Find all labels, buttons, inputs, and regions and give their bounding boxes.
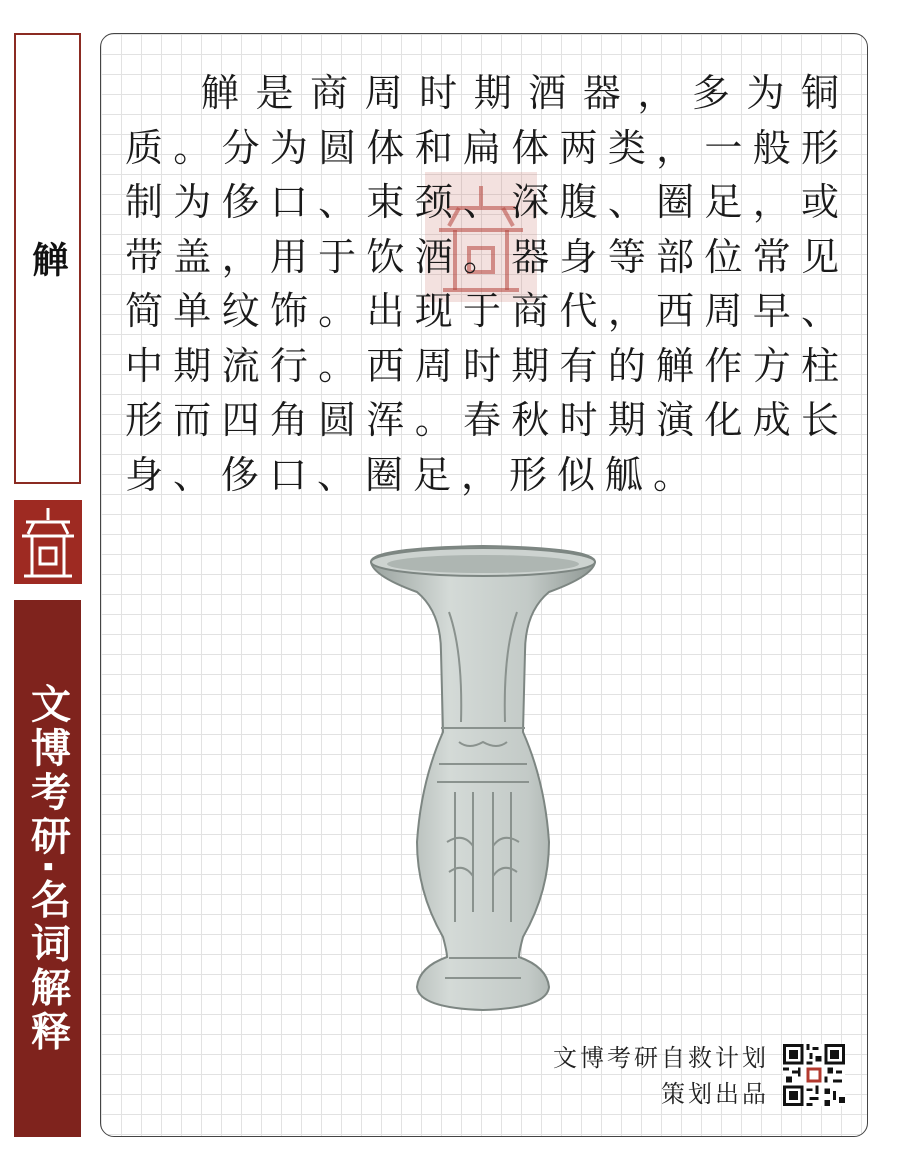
definition-card (100, 33, 868, 1137)
seal-icon (14, 500, 82, 584)
term-title-box (14, 33, 81, 484)
credit-line-1: 文博考研自救计划 (553, 1044, 769, 1072)
bronze-zhi-vessel-image (363, 542, 603, 1014)
credit-block (553, 1040, 769, 1112)
definition-text: 觯是商周时期酒器，多为铜质。分为圆体和扁体两类，一般形制为侈口、束颈、深腹、圈足，或带盖，用于饮酒。器身等部位常见简单纹饰。出现于商代，西周早、中期流行。西周时期有的觯作方柱形而四角圆浑。春秋时期演化成长身、侈口、圈足，形似觚。 (125, 71, 849, 497)
series-title: 文博考研·名词解释 (24, 682, 71, 1055)
credit-line-2: 策划出品 (661, 1080, 769, 1108)
term-title: 觯 (27, 240, 68, 277)
qr-code-icon[interactable] (783, 1044, 845, 1106)
series-title-bar (14, 600, 81, 1137)
